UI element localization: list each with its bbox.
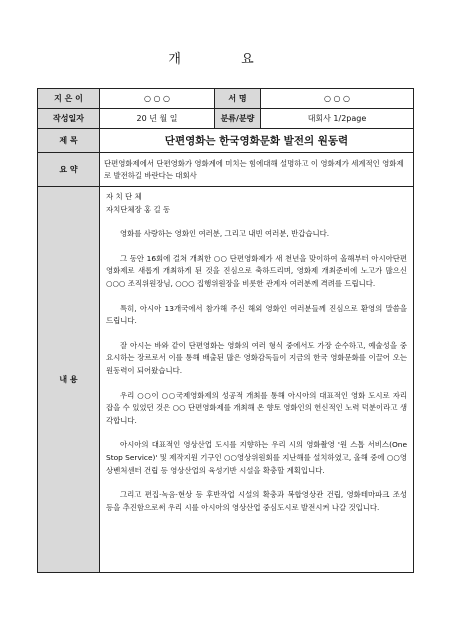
subject-value: 단편영화는 한국영화문화 발전의 원동력 xyxy=(100,129,414,153)
row-content xyxy=(38,187,414,573)
content-label: 내 용 xyxy=(38,187,100,573)
speaker-value: ○ ○ ○ xyxy=(100,89,215,109)
position-label: 서 명 xyxy=(215,89,261,109)
date-label: 작성일자 xyxy=(38,109,100,129)
content-paragraph: 아시아의 대표적인 영상산업 도시를 지향하는 우리 시의 영화촬영 '원 스톱 서비스(One Stop Service)' 및 제작지원 기구인 ○○영상위원회를 지난해를 설치하였고, 올해 중에 ○○영상벤처센터 건립 등 영상산업의 육성기반 시설을 확충할 계획입니다. xyxy=(106,440,407,475)
summary-value: 단편영화제에서 단편영화가 영화계에 미치는 힘에대해 설명하고 이 영화제가 세계적인 영화제로 발전하길 바란다는 대회사 xyxy=(100,153,414,187)
row-date xyxy=(38,109,414,129)
content-paragraph: 잘 아시는 바와 같이 단편영화는 영화의 여러 형식 중에서도 가장 순수하고, 예술성을 중요시하는 장르로서 이를 통해 배출된 많은 영화감독들이 지금의 한국 영화문화를 이끌어 오는 원동력이 되어왔습니다. xyxy=(106,340,407,375)
content-body xyxy=(100,187,414,573)
summary-label: 요 약 xyxy=(38,153,100,187)
content-paragraph: 특히, 아시아 13개국에서 참가해 주신 해외 영화인 여러분들께 진심으로 환영의 말씀을 드립니다. xyxy=(106,303,407,326)
content-paragraph: 영화를 사랑하는 영화인 여러분, 그리고 내빈 여러분, 반갑습니다. xyxy=(120,229,330,239)
salutation-line-2: 자치단체장 홍 길 동 xyxy=(106,204,171,214)
salutation-line-1: 자 치 단 체 xyxy=(106,192,142,201)
page-title: 개 요 xyxy=(168,52,282,67)
category-value: 대회사 1/2page xyxy=(261,109,414,129)
position-value: ○ ○ ○ xyxy=(261,89,414,109)
category-label: 분류/분량 xyxy=(215,109,261,129)
row-speaker xyxy=(38,89,414,109)
row-subject xyxy=(38,129,414,153)
row-summary xyxy=(38,153,414,187)
speaker-label: 지 은 이 xyxy=(38,89,100,109)
content-paragraph: 그리고 편집·녹음·현상 등 후반작업 시설의 확충과 복합영상관 건립, 영화테마파크 조성 등을 추진함으로써 우리 시를 아시아의 영상산업 중심도시로 발전시켜 나갈 것입니다. xyxy=(106,490,407,512)
overview-table xyxy=(37,88,414,573)
content-paragraph: 우리 ○○이 ○○국제영화제의 성공적 개최를 통해 아시아의 대표적인 영화 도시로 자리 잡을 수 있었던 것은 ○○ 단편영화제를 개최해 온 향토 영화인의 헌신적인 노력 덕분이라고 생각합니다. xyxy=(106,390,407,425)
content-paragraph: 그 동안 16회에 걸쳐 개최한 ○○ 단편영화제가 새 천년을 맞이하여 올해부터 아시아단편영화제로 새롭게 개최하게 된 것을 진심으로 축하드리며, 영화제 개최준비에 노고가 많으신 ○○○ 조직위원장님, ○○○ 집행위원장을 비롯한 관계자 여러분께 격려를 드립니다. xyxy=(106,253,407,288)
subject-label: 제 목 xyxy=(38,129,100,153)
date-value: 20 년 월 일 xyxy=(100,109,215,129)
